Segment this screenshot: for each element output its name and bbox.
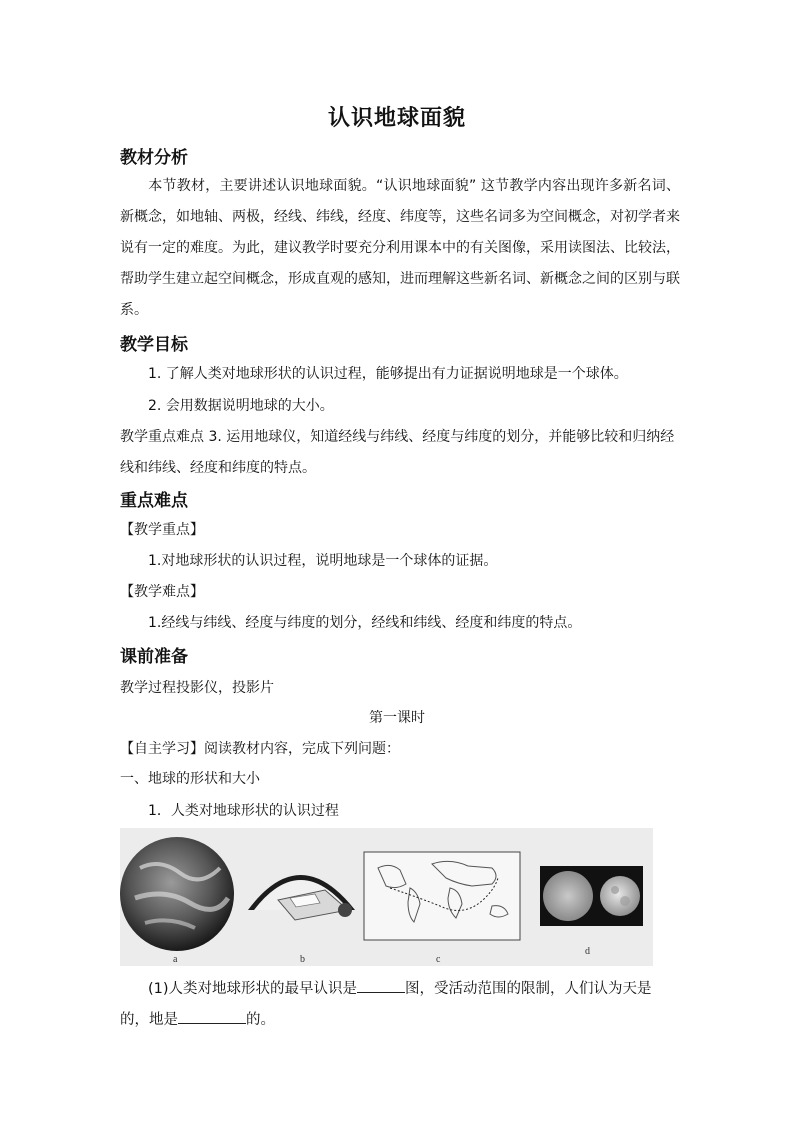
key-label: 【教学重点】 — [120, 522, 204, 538]
figure-label-a: a — [173, 954, 178, 965]
q1-text-d: 的。 — [246, 1012, 275, 1028]
q1-text-a: (1)人类对地球形状的最早认识是 — [148, 981, 358, 997]
goal-item-2: 2. 会用数据说明地球的大小。 — [148, 398, 334, 414]
heading-key-points: 重点难点 — [120, 491, 188, 511]
goal-item-1: 1. 了解人类对地球形状的认识过程，能够提出有力证据说明地球是一个球体。 — [148, 366, 628, 382]
difficulty-item: 1.经线与纬线、经度与纬度的划分，经线和纬线、经度和纬度的特点。 — [148, 615, 582, 631]
key-item: 1.对地球形状的认识过程，说明地球是一个球体的证据。 — [148, 553, 498, 569]
figure-label-b: b — [300, 954, 305, 965]
world-map-icon — [364, 852, 520, 940]
goal-item-3-line1: 教学重点难点 3. 运用地球仪，知道经线与纬线、经度与纬度的划分，并能够比较和归纳经 — [120, 429, 675, 445]
q1-text-c: 的，地是 — [120, 1012, 178, 1028]
heading-analysis: 教材分析 — [120, 148, 188, 168]
earth-photo-icon — [120, 837, 234, 951]
q1-blank-2[interactable] — [178, 1007, 246, 1024]
heading-goals: 教学目标 — [120, 335, 188, 355]
earth-shape-figure — [120, 828, 653, 966]
difficulty-label: 【教学难点】 — [120, 584, 204, 600]
analysis-paragraph — [120, 171, 680, 326]
analysis-text: 本节教材，主要讲述认识地球面貌。“认识地球面貌” 这节教学内容出现许多新名词、新概念，如地轴、两极，经线、纬线，经度、纬度等，这些名词多为空间概念，对初学者来说有一定的难度。为此，建议教学时要充分利用课本中的有关图像，采用读图法、比较法，帮助学生建立起空间概念，形成直观的感知，进而理解这些新名词、新概念之间的区别与联系。 — [120, 178, 680, 318]
q1-text-b: 图，受活动范围的限制，人们认为天是 — [405, 981, 652, 997]
preparation-text: 教学过程投影仪，投影片 — [120, 680, 274, 696]
figure-label-c: c — [436, 954, 441, 965]
figure-label-d: d — [585, 946, 590, 957]
part-one-subheading: 1．人类对地球形状的认识过程 — [148, 803, 339, 819]
heading-preparation: 课前准备 — [120, 647, 188, 667]
eclipse-photo-icon — [540, 866, 643, 926]
page-title: 认识地球面貌 — [327, 106, 466, 131]
goal-item-3-line2: 线和纬线、经度和纬度的特点。 — [120, 460, 316, 476]
lesson-title: 第一课时 — [369, 710, 425, 726]
part-one-heading: 一、地球的形状和大小 — [120, 771, 260, 787]
figure-illustration — [120, 828, 653, 966]
dome-sky-icon — [248, 875, 355, 920]
question-1-line1 — [148, 976, 652, 998]
question-1-line2 — [120, 1007, 275, 1029]
q1-blank-1[interactable] — [357, 976, 405, 993]
self-study-prompt: 【自主学习】阅读教材内容，完成下列问题： — [120, 741, 400, 757]
